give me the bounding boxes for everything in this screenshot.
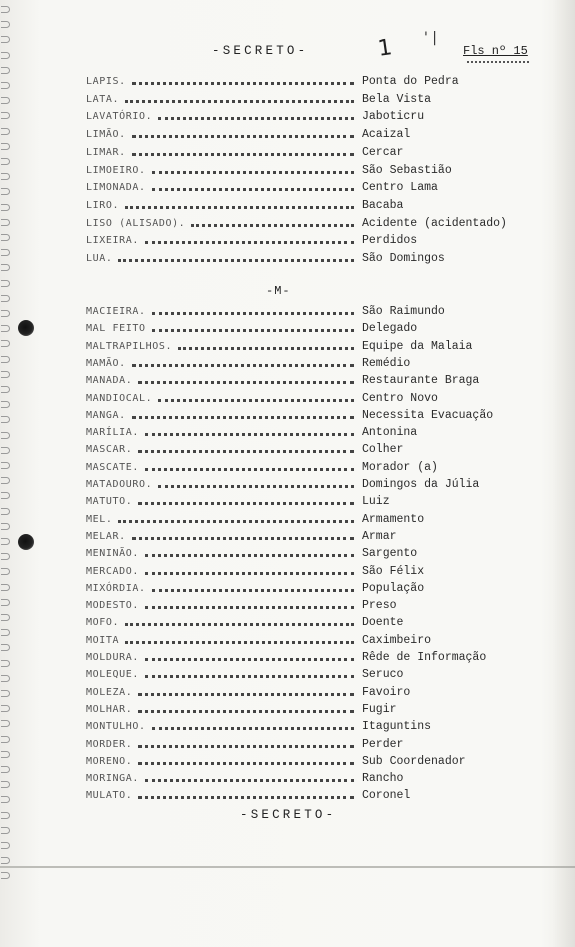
leader-dots: [125, 623, 354, 626]
code-term: MANADA.: [86, 375, 133, 387]
binding-hole: [1, 36, 10, 43]
binding-hole: [1, 553, 10, 560]
glossary-row: [86, 356, 526, 371]
code-meaning: Preso: [362, 599, 397, 613]
code-term: MARÍLIA.: [86, 427, 139, 439]
code-meaning: Luiz: [362, 495, 390, 509]
leader-dots: [152, 589, 354, 592]
code-term: LIMOEIRO.: [86, 164, 146, 176]
code-term: MOITA: [86, 634, 120, 646]
glossary-row: [86, 216, 526, 231]
binding-hole: [1, 462, 10, 469]
punch-hole: [18, 534, 34, 550]
code-meaning: Colher: [362, 443, 404, 457]
glossary-row: [86, 633, 526, 648]
code-meaning: São Domingos: [362, 252, 445, 265]
code-term: MASCAR.: [86, 444, 133, 456]
binding-hole: [1, 340, 10, 347]
code-term: MOLEZA.: [86, 686, 133, 698]
page-edge: [0, 866, 575, 868]
code-meaning: Bela Vista: [362, 92, 432, 106]
binding-hole: [1, 82, 10, 89]
code-term: MOFO.: [86, 617, 120, 629]
code-term: MEL.: [86, 513, 113, 525]
glossary-row: [86, 391, 526, 406]
code-meaning: Sub Coordenador: [362, 754, 466, 768]
code-meaning: Perder: [362, 737, 404, 751]
binding-hole: [1, 295, 10, 302]
leader-dots: [145, 554, 354, 557]
binding-hole: [1, 751, 10, 758]
code-meaning: Morador (a): [362, 460, 438, 474]
glossary-row: [86, 685, 526, 700]
glossary-row: [86, 109, 526, 124]
binding-hole: [1, 492, 10, 499]
code-term: MORDER.: [86, 738, 133, 750]
code-meaning: São Sebastião: [362, 163, 452, 177]
binding-hole: [1, 128, 10, 135]
glossary-row: [86, 373, 526, 388]
code-meaning: Acaizal: [362, 128, 411, 142]
code-term: MANGA.: [86, 409, 126, 421]
binding-hole: [1, 416, 10, 423]
code-term: LIMONADA.: [86, 182, 146, 194]
glossary-row: [86, 754, 526, 769]
classification-footer: -SECRETO-: [240, 808, 337, 822]
leader-dots: [158, 399, 354, 402]
leader-dots: [158, 485, 354, 488]
code-term: MENINÃO.: [86, 548, 139, 560]
binding-hole: [1, 204, 10, 211]
binding-hole: [1, 872, 10, 879]
binding-hole: [1, 508, 10, 515]
binding-hole: [1, 827, 10, 834]
glossary-row: [86, 425, 526, 440]
glossary-row: [86, 737, 526, 752]
glossary-row: [86, 92, 526, 107]
binding-hole: [1, 568, 10, 575]
glossary-row: [86, 163, 526, 178]
leader-dots: [138, 762, 354, 765]
binding-hole: [1, 112, 10, 119]
glossary-row: [86, 460, 526, 475]
binding-hole: [1, 264, 10, 271]
code-meaning: Remédio: [362, 356, 411, 370]
glossary-row: [86, 719, 526, 734]
handwritten-mark: 1: [376, 35, 394, 62]
binding-hole: [1, 219, 10, 226]
glossary-row: [86, 127, 526, 142]
code-term: LATA.: [86, 93, 120, 105]
binding-hole: [1, 857, 10, 864]
code-term: MOLEQUE.: [86, 669, 139, 681]
glossary-row: [86, 667, 526, 682]
leader-dots: [191, 224, 354, 227]
glossary-row: [86, 145, 526, 160]
glossary-row: [86, 581, 526, 596]
code-term: MORENO.: [86, 755, 133, 767]
code-meaning: Delegado: [362, 322, 418, 336]
glossary-row: [86, 702, 526, 717]
binding-hole: [1, 310, 10, 317]
code-meaning: Centro Novo: [362, 391, 438, 405]
code-term: LIMÃO.: [86, 129, 126, 141]
binding-hole: [1, 143, 10, 150]
glossary-row: [86, 512, 526, 527]
binding-hole: [1, 781, 10, 788]
binding-hole: [1, 97, 10, 104]
leader-dots: [145, 468, 354, 471]
glossary-row: [86, 74, 526, 89]
binding-hole: [1, 173, 10, 180]
code-term: MONTULHO.: [86, 721, 146, 733]
leader-dots: [138, 381, 354, 384]
code-term: MODESTO.: [86, 600, 139, 612]
code-meaning: Armar: [362, 529, 397, 543]
leader-dots: [152, 312, 354, 315]
binding-hole: [1, 660, 10, 667]
leader-dots: [152, 188, 354, 191]
code-term: LIMAR.: [86, 146, 126, 158]
binding-hole: [1, 705, 10, 712]
binding-hole: [1, 766, 10, 773]
page-shadow: [552, 0, 575, 947]
code-term: MIXÓRDIA.: [86, 582, 146, 594]
binding-hole: [1, 401, 10, 408]
glossary-row: [86, 198, 526, 213]
glossary-row: [86, 233, 526, 248]
leader-dots: [145, 572, 354, 575]
leader-dots: [125, 206, 354, 209]
code-meaning: Caximbeiro: [362, 633, 432, 647]
code-term: MAL FEITO: [86, 323, 146, 335]
binding-hole: [1, 812, 10, 819]
binding-hole: [1, 386, 10, 393]
binding-hole: [1, 584, 10, 591]
code-meaning: População: [362, 581, 425, 595]
binding-hole: [1, 325, 10, 332]
code-meaning: Coronel: [362, 789, 411, 803]
leader-dots: [138, 796, 354, 799]
binding-hole: [1, 6, 10, 13]
binding-hole: [1, 796, 10, 803]
code-meaning: Rêde de Informação: [362, 651, 487, 664]
code-meaning: Itaguntins: [362, 720, 432, 734]
leader-dots: [145, 241, 354, 244]
spiral-binding-holes: [0, 0, 14, 947]
glossary-row: [86, 321, 526, 336]
leader-dots: [145, 675, 354, 678]
code-meaning: Ponta do Pedra: [362, 75, 459, 88]
code-meaning: Acidente (acidentado): [362, 216, 507, 230]
section-heading-m: -M-: [266, 284, 291, 298]
binding-hole: [1, 371, 10, 378]
code-meaning: Antonina: [362, 426, 418, 440]
folio-underline: [467, 61, 529, 63]
leader-dots: [138, 450, 354, 453]
leader-dots: [118, 259, 354, 262]
leader-dots: [132, 82, 354, 85]
code-term: MACIEIRA.: [86, 306, 146, 317]
binding-hole: [1, 477, 10, 484]
code-term: MOLHAR.: [86, 703, 133, 715]
classification-header: -SECRETO-: [212, 44, 309, 58]
leader-dots: [145, 779, 354, 782]
binding-hole: [1, 538, 10, 545]
binding-hole: [1, 614, 10, 621]
glossary-row: [86, 477, 526, 492]
leader-dots: [145, 658, 354, 661]
code-meaning: Domingos da Júlia: [362, 478, 480, 491]
code-meaning: Cercar: [362, 145, 404, 159]
code-meaning: Equipe da Malaia: [362, 339, 473, 353]
code-meaning: Rancho: [362, 772, 404, 786]
binding-hole: [1, 249, 10, 256]
glossary-row: [86, 442, 526, 457]
code-meaning: Fugir: [362, 702, 397, 716]
glossary-row: [86, 564, 526, 579]
code-term: LISO (ALISADO).: [86, 217, 186, 229]
code-meaning: Sargento: [362, 547, 418, 561]
leader-dots: [178, 347, 354, 350]
code-term: MASCATE.: [86, 461, 139, 473]
binding-hole: [1, 842, 10, 849]
binding-hole: [1, 675, 10, 682]
leader-dots: [125, 641, 354, 644]
leader-dots: [138, 693, 354, 696]
leader-dots: [138, 745, 354, 748]
code-term: MERCADO.: [86, 565, 139, 577]
handwritten-tick: ' |: [424, 30, 438, 46]
code-meaning: Jaboticru: [362, 110, 425, 124]
leader-dots: [138, 502, 354, 505]
binding-hole: [1, 736, 10, 743]
binding-hole: [1, 158, 10, 165]
code-meaning: Restaurante Braga: [362, 374, 480, 388]
binding-hole: [1, 67, 10, 74]
code-term: LUA.: [86, 253, 113, 264]
folio-number: Fls nº 15: [463, 44, 528, 58]
binding-hole: [1, 52, 10, 59]
code-term: MALTRAPILHOS.: [86, 340, 173, 352]
binding-hole: [1, 720, 10, 727]
code-term: LIRO.: [86, 199, 120, 211]
glossary-row: [86, 771, 526, 786]
leader-dots: [158, 117, 354, 120]
glossary-row: [86, 546, 526, 561]
glossary-row: [86, 251, 526, 266]
code-term: MATADOURO.: [86, 479, 153, 490]
glossary-row: [86, 408, 526, 423]
binding-hole: [1, 644, 10, 651]
binding-hole: [1, 432, 10, 439]
leader-dots: [145, 606, 354, 609]
binding-hole: [1, 447, 10, 454]
binding-hole: [1, 599, 10, 606]
glossary-row: [86, 304, 526, 319]
code-meaning: Seruco: [362, 668, 404, 682]
binding-hole: [1, 356, 10, 363]
code-meaning: Armamento: [362, 512, 425, 526]
binding-hole: [1, 234, 10, 241]
leader-dots: [152, 727, 354, 730]
code-term: MORINGA.: [86, 773, 139, 785]
glossary-row: [86, 180, 526, 195]
code-term: LAVATÓRIO.: [86, 111, 153, 123]
leader-dots: [132, 537, 354, 540]
glossary-row: [86, 494, 526, 509]
code-meaning: Doente: [362, 616, 404, 630]
glossary-row: [86, 650, 526, 665]
leader-dots: [132, 135, 354, 138]
binding-hole: [1, 188, 10, 195]
code-term: MATUTO.: [86, 496, 133, 508]
code-term: LIXEIRA.: [86, 235, 139, 247]
binding-hole: [1, 21, 10, 28]
leader-dots: [152, 171, 354, 174]
glossary-row: [86, 529, 526, 544]
punch-hole: [18, 320, 34, 336]
binding-hole: [1, 280, 10, 287]
leader-dots: [132, 416, 354, 419]
code-term: MELAR.: [86, 530, 126, 542]
leader-dots: [118, 520, 354, 523]
code-meaning: São Félix: [362, 564, 425, 578]
leader-dots: [125, 100, 354, 103]
leader-dots: [138, 710, 354, 713]
glossary-row: [86, 788, 526, 803]
code-meaning: São Raimundo: [362, 305, 445, 318]
binding-hole: [1, 523, 10, 530]
code-meaning: Necessita Evacuação: [362, 408, 494, 422]
glossary-row: [86, 339, 526, 354]
binding-hole: [1, 629, 10, 636]
glossary-row: [86, 598, 526, 613]
code-term: LAPIS.: [86, 76, 126, 87]
code-meaning: Favoiro: [362, 685, 411, 699]
leader-dots: [152, 329, 354, 332]
code-term: MOLDURA.: [86, 652, 139, 663]
code-meaning: Perdidos: [362, 234, 418, 248]
binding-hole: [1, 690, 10, 697]
code-meaning: Bacaba: [362, 198, 404, 212]
code-meaning: Centro Lama: [362, 181, 438, 195]
code-term: MANDIOCAL.: [86, 392, 153, 404]
glossary-row: [86, 615, 526, 630]
code-term: MULATO.: [86, 790, 133, 802]
leader-dots: [132, 364, 354, 367]
leader-dots: [145, 433, 354, 436]
leader-dots: [132, 153, 354, 156]
code-term: MAMÃO.: [86, 357, 126, 369]
